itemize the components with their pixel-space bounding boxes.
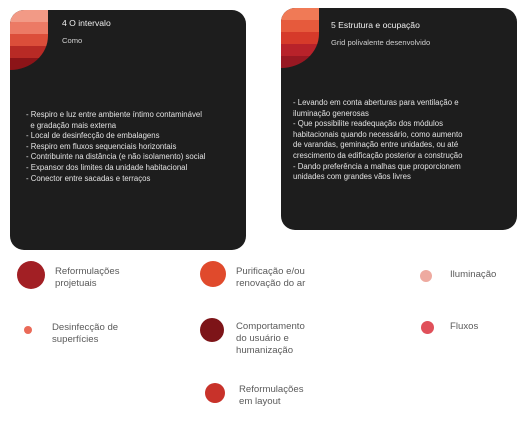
legend-dot-icon — [200, 261, 226, 287]
stripe — [10, 58, 48, 70]
legend-dot-icon — [420, 270, 432, 282]
legend-label: Comportamento do usuário e humanização — [236, 321, 305, 356]
list-item: - Conector entre sacadas e terraços — [26, 173, 151, 183]
stripe — [281, 8, 319, 20]
stripe — [10, 22, 48, 34]
list-item: - Contribuinte na distância (e não isolamento) social — [26, 152, 206, 162]
list-item: habitacionais quando necessário, como aumento — [293, 129, 463, 139]
legend-item-iluminacao — [420, 270, 496, 282]
list-item: - Respiro em fluxos sequenciais horizontais — [26, 141, 177, 151]
legend-dot-icon — [205, 383, 225, 403]
card-estrutura — [281, 8, 517, 230]
list-item: - Local de desinfecção de embalagens — [26, 131, 160, 141]
card-subtitle: Como — [62, 36, 83, 45]
legend-label: Desinfecção de superfícies — [52, 322, 119, 345]
legend-label: Fluxos — [450, 321, 479, 332]
list-item: - Expansor dos limites da unidade habitacional — [26, 162, 188, 172]
legend-dot-icon — [17, 261, 45, 289]
stripe — [281, 20, 319, 32]
card-title: 4 O intervalo — [62, 18, 111, 28]
list-item: unidades com grandes vãos livres — [293, 172, 411, 182]
legend-item-desinfeccao — [24, 324, 118, 346]
list-item: - Levando em conta aberturas para ventilação e — [293, 98, 459, 107]
card-subtitle: Grid polivalente desenvolvido — [331, 38, 431, 47]
list-item: crescimento da edificação posterior a construção — [293, 150, 463, 160]
stripe — [281, 44, 319, 56]
list-item: - Que possibilite readequação dos módulos — [293, 119, 443, 129]
legend-item-fluxos — [421, 321, 478, 334]
legend-dot-icon — [421, 321, 434, 334]
stripe — [281, 56, 319, 68]
stripe — [10, 34, 48, 46]
stripe — [10, 10, 48, 22]
legend-item-purificacao-ar — [200, 261, 305, 290]
card-intervalo — [10, 10, 246, 250]
legend-label: Reformulações projetuais — [55, 266, 120, 289]
legend-dot-icon — [24, 326, 32, 334]
list-item: iluminação generosas — [293, 108, 369, 118]
stripe — [281, 32, 319, 44]
legend-item-reformulacoes-projetuais — [17, 261, 120, 290]
list-item: de varandas, geminação entre unidades, ou até — [293, 140, 459, 150]
legend-item-reformulacoes-layout — [205, 383, 304, 408]
list-item: - Respiro e luz entre ambiente íntimo contaminável — [26, 110, 202, 119]
list-item: e gradação mais externa — [26, 120, 117, 130]
legend-label: Purificação e/ou renovação do ar — [236, 266, 306, 289]
color-stripes — [281, 8, 319, 68]
color-stripes — [10, 10, 48, 70]
card-bullet-list — [26, 110, 205, 184]
legend-label: Iluminação — [450, 269, 497, 280]
card-bullet-list — [293, 98, 462, 183]
card-title: 5 Estrutura e ocupação — [331, 20, 420, 30]
stripe — [10, 46, 48, 58]
legend-item-comportamento — [200, 318, 305, 357]
legend-label: Reformulações em layout — [239, 384, 304, 407]
list-item: - Dando preferência a malhas que proporcionem — [293, 161, 461, 171]
legend-dot-icon — [200, 318, 224, 342]
